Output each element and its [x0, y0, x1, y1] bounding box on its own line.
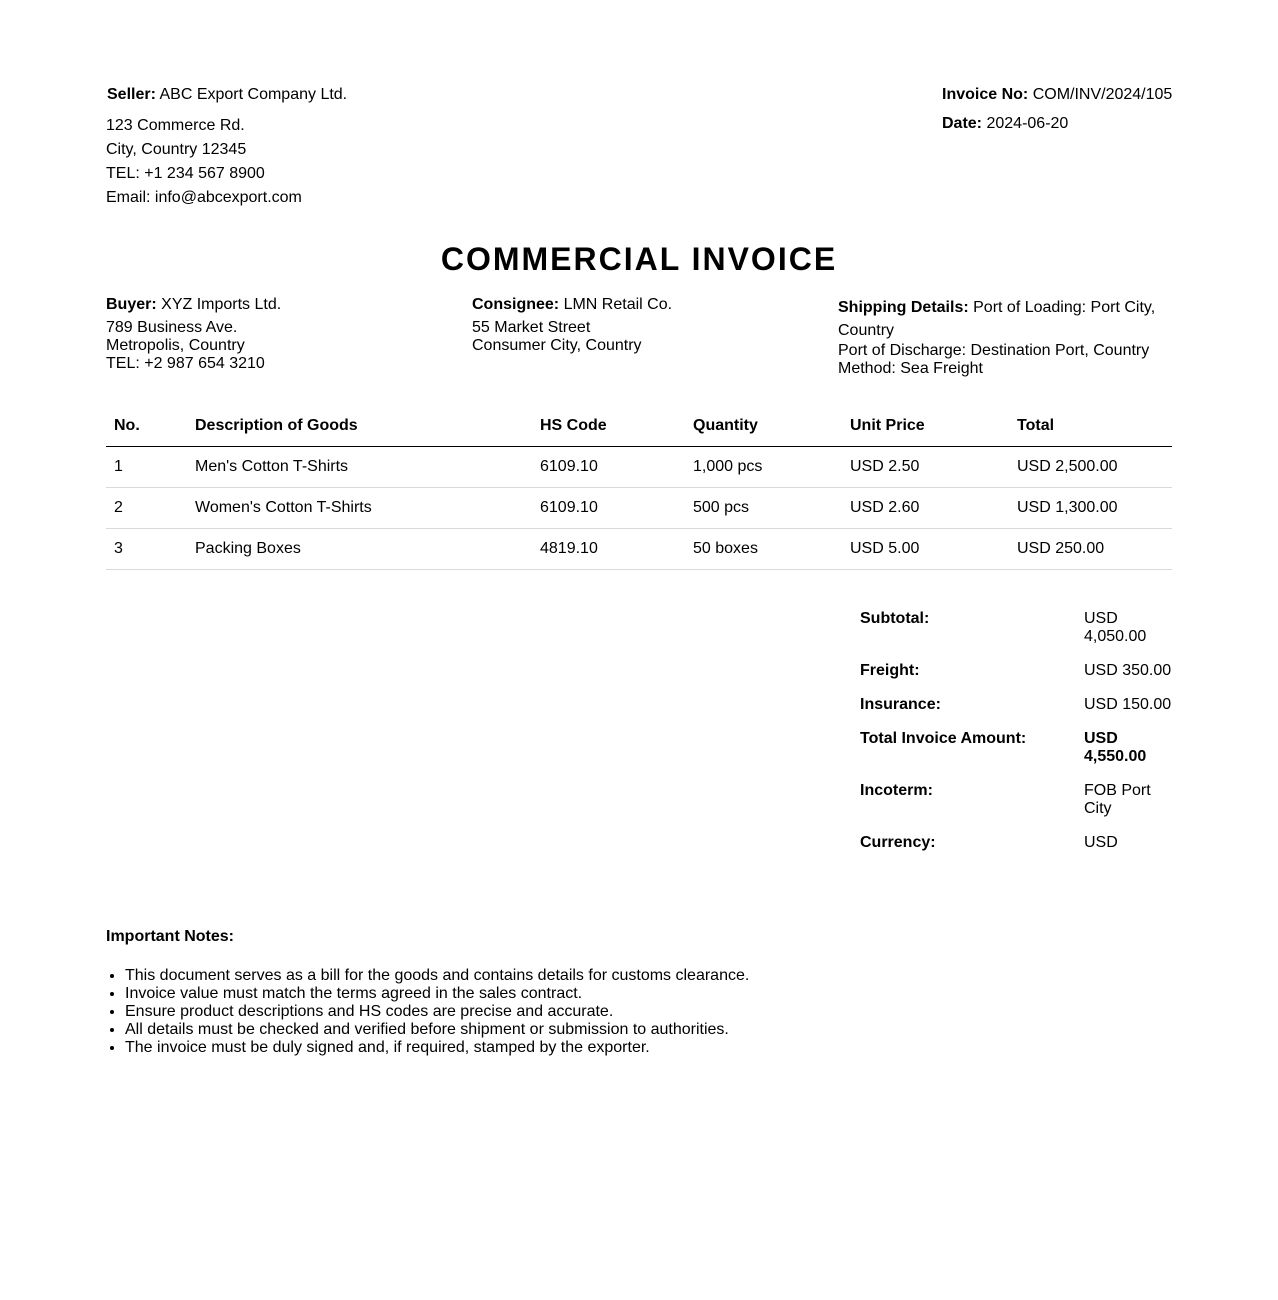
seller-label: Seller:	[107, 86, 156, 103]
note-item: • All details must be checked and verified before shipment or submission to authorities.	[125, 1021, 749, 1039]
seller-address-line: City, Country 12345	[106, 141, 247, 158]
col-header-total: Total	[1009, 406, 1172, 447]
seller-address-line: 123 Commerce Rd.	[106, 117, 245, 134]
buyer-label: Buyer:	[106, 296, 157, 313]
subtotal-label: Subtotal:	[860, 610, 930, 627]
notes-title: Important Notes:	[106, 928, 234, 945]
buyer-line: TEL: +2 987 654 3210	[106, 355, 265, 372]
col-header-unit-price: Unit Price	[842, 406, 1009, 447]
col-header-description: Description of Goods	[187, 406, 532, 447]
buyer-line: Metropolis, Country	[106, 337, 245, 354]
cell-quantity: 50 boxes	[685, 529, 842, 570]
cell-hs-code: 6109.10	[532, 447, 685, 488]
shipping-label: Shipping Details:	[838, 299, 969, 316]
total-row-insurance	[860, 696, 1172, 714]
total-row-invoice-amount	[860, 730, 1172, 766]
table-header-row	[106, 406, 1172, 447]
insurance-value: USD 150.00	[1084, 696, 1172, 713]
table-row	[106, 488, 1172, 529]
cell-description: Men's Cotton T-Shirts	[187, 447, 532, 488]
col-header-quantity: Quantity	[685, 406, 842, 447]
cell-description: Women's Cotton T-Shirts	[187, 488, 532, 529]
cell-no: 2	[106, 488, 187, 529]
note-item: • Invoice value must match the terms agreed in the sales contract.	[125, 985, 749, 1003]
note-item: • This document serves as a bill for the goods and contains details for customs clearance.	[125, 967, 749, 985]
cell-total: USD 250.00	[1009, 529, 1172, 570]
subtotal-value: USD 4,050.00	[1084, 610, 1147, 645]
invoice-date-value: 2024-06-20	[986, 115, 1069, 132]
shipping-method: Method: Sea Freight	[838, 360, 983, 377]
seller-heading	[107, 86, 347, 104]
consignee-block	[472, 296, 802, 355]
buyer-block	[106, 296, 436, 373]
note-item: • The invoice must be duly signed and, if required, stamped by the exporter.	[125, 1039, 749, 1057]
cell-total: USD 1,300.00	[1009, 488, 1172, 529]
freight-value: USD 350.00	[1084, 662, 1172, 679]
currency-label: Currency:	[860, 834, 936, 851]
freight-label: Freight:	[860, 662, 920, 679]
consignee-line: 55 Market Street	[472, 319, 591, 336]
invoice-number-value: COM/INV/2024/105	[1032, 86, 1173, 103]
total-invoice-amount-value: USD 4,550.00	[1084, 730, 1147, 765]
document-title: COMMERCIAL INVOICE	[440, 241, 838, 277]
shipping-block	[838, 296, 1178, 378]
incoterm-label: Incoterm:	[860, 782, 933, 799]
total-invoice-amount-label: Total Invoice Amount:	[860, 730, 1027, 747]
table-row	[106, 447, 1172, 488]
buyer-name: XYZ Imports Ltd.	[161, 296, 282, 313]
totals-summary	[860, 610, 1172, 868]
cell-description: Packing Boxes	[187, 529, 532, 570]
total-row-subtotal	[860, 610, 1172, 646]
note-item: • Ensure product descriptions and HS codes are precise and accurate.	[125, 1003, 749, 1021]
cell-hs-code: 4819.10	[532, 529, 685, 570]
seller-address	[106, 114, 302, 210]
cell-no: 1	[106, 447, 187, 488]
seller-phone: TEL: +1 234 567 8900	[106, 165, 265, 182]
total-row-incoterm	[860, 782, 1172, 818]
col-header-hs-code: HS Code	[532, 406, 685, 447]
cell-no: 3	[106, 529, 187, 570]
invoice-date	[942, 115, 1068, 133]
invoice-number-label: Invoice No:	[942, 86, 1029, 103]
total-row-freight	[860, 662, 1172, 680]
cell-total: USD 2,500.00	[1009, 447, 1172, 488]
cell-unit-price: USD 2.60	[842, 488, 1009, 529]
invoice-number	[942, 86, 1172, 104]
cell-quantity: 500 pcs	[685, 488, 842, 529]
insurance-label: Insurance:	[860, 696, 941, 713]
cell-quantity: 1,000 pcs	[685, 447, 842, 488]
consignee-line: Consumer City, Country	[472, 337, 642, 354]
currency-value: USD	[1084, 834, 1118, 851]
shipping-port-loading: Port of Loading: Port City, Country	[838, 299, 1156, 339]
consignee-name: LMN Retail Co.	[563, 296, 673, 313]
total-row-currency	[860, 834, 1172, 852]
cell-unit-price: USD 5.00	[842, 529, 1009, 570]
cell-unit-price: USD 2.50	[842, 447, 1009, 488]
col-header-no: No.	[106, 406, 187, 447]
notes-list	[106, 967, 749, 1057]
seller-name: ABC Export Company Ltd.	[159, 86, 348, 103]
incoterm-value: FOB Port City	[1084, 782, 1151, 817]
invoice-date-label: Date:	[942, 115, 983, 132]
consignee-label: Consignee:	[472, 296, 560, 313]
table-row	[106, 529, 1172, 570]
shipping-port-discharge: Port of Discharge: Destination Port, Country	[838, 342, 1150, 359]
seller-email: Email: info@abcexport.com	[106, 189, 302, 206]
buyer-line: 789 Business Ave.	[106, 319, 238, 336]
cell-hs-code: 6109.10	[532, 488, 685, 529]
items-table	[106, 406, 1172, 570]
